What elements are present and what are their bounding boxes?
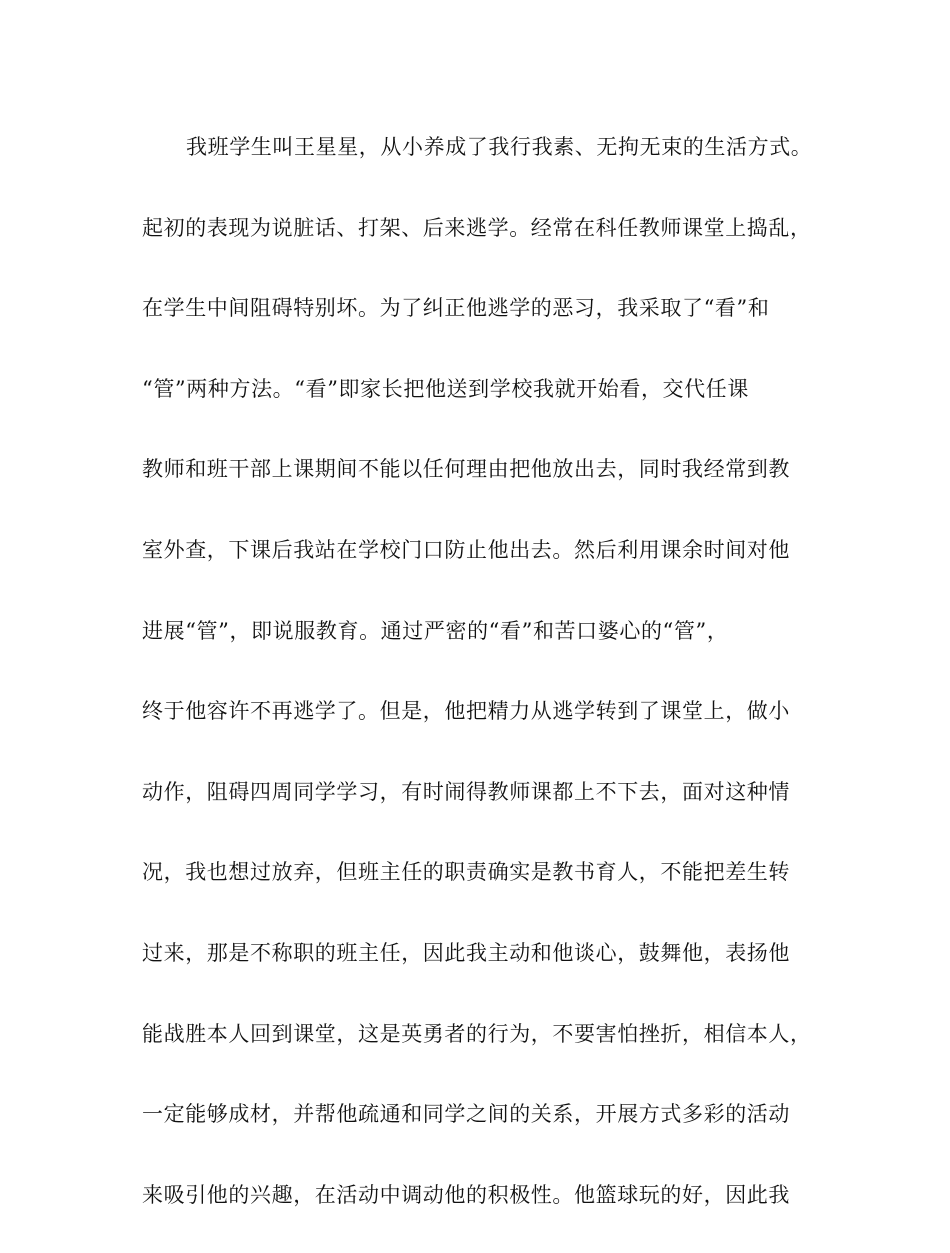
text-line-12: 能战胜本人回到课堂，这是英勇者的行为，不要害怕挫折，相信本人，	[142, 1021, 812, 1046]
text-line-1: 我班学生叫王星星，从小养成了我行我素、无拘无束的生活方式。	[186, 135, 813, 159]
text-line-8: 终于他容许不再逃学了。但是，他把精力从逃学转到了课堂上，做小	[142, 699, 790, 724]
text-line-13: 一定能够成材，并帮他疏通和同学之间的关系，开展方式多彩的活动	[142, 1102, 790, 1127]
text-line-5: 教师和班干部上课期间不能以任何理由把他放出去，同时我经常到教	[142, 457, 790, 482]
text-line-4: “管”两种方法。“看”即家长把他送到学校我就开始看，交代任课	[142, 376, 749, 401]
body-paragraph	[142, 125, 822, 1253]
text-line-7: 进展“管”，即说服教育。通过严密的“看”和苦口婆心的“管”，	[142, 618, 729, 643]
text-line-3: 在学生中间阻碍特别坏。为了纠正他逃学的恶习，我采取了“看”和	[142, 296, 770, 321]
text-line-10: 况，我也想过放弃，但班主任的职责确实是教书育人，不能把差生转	[142, 860, 790, 885]
text-line-11: 过来，那是不称职的班主任，因此我主动和他谈心，鼓舞他，表扬他	[142, 940, 790, 965]
text-line-14: 来吸引他的兴趣，在活动中调动他的积极性。他篮球玩的好，因此我	[142, 1182, 790, 1207]
text-line-2: 起初的表现为说脏话、打架、后来逃学。经常在科任教师课堂上捣乱，	[142, 215, 812, 240]
text-line-6: 室外查，下课后我站在学校门口防止他出去。然后利用课余时间对他	[142, 537, 790, 562]
text-line-9: 动作，阻碍四周同学学习，有时闹得教师课都上不下去，面对这种情	[142, 779, 790, 804]
